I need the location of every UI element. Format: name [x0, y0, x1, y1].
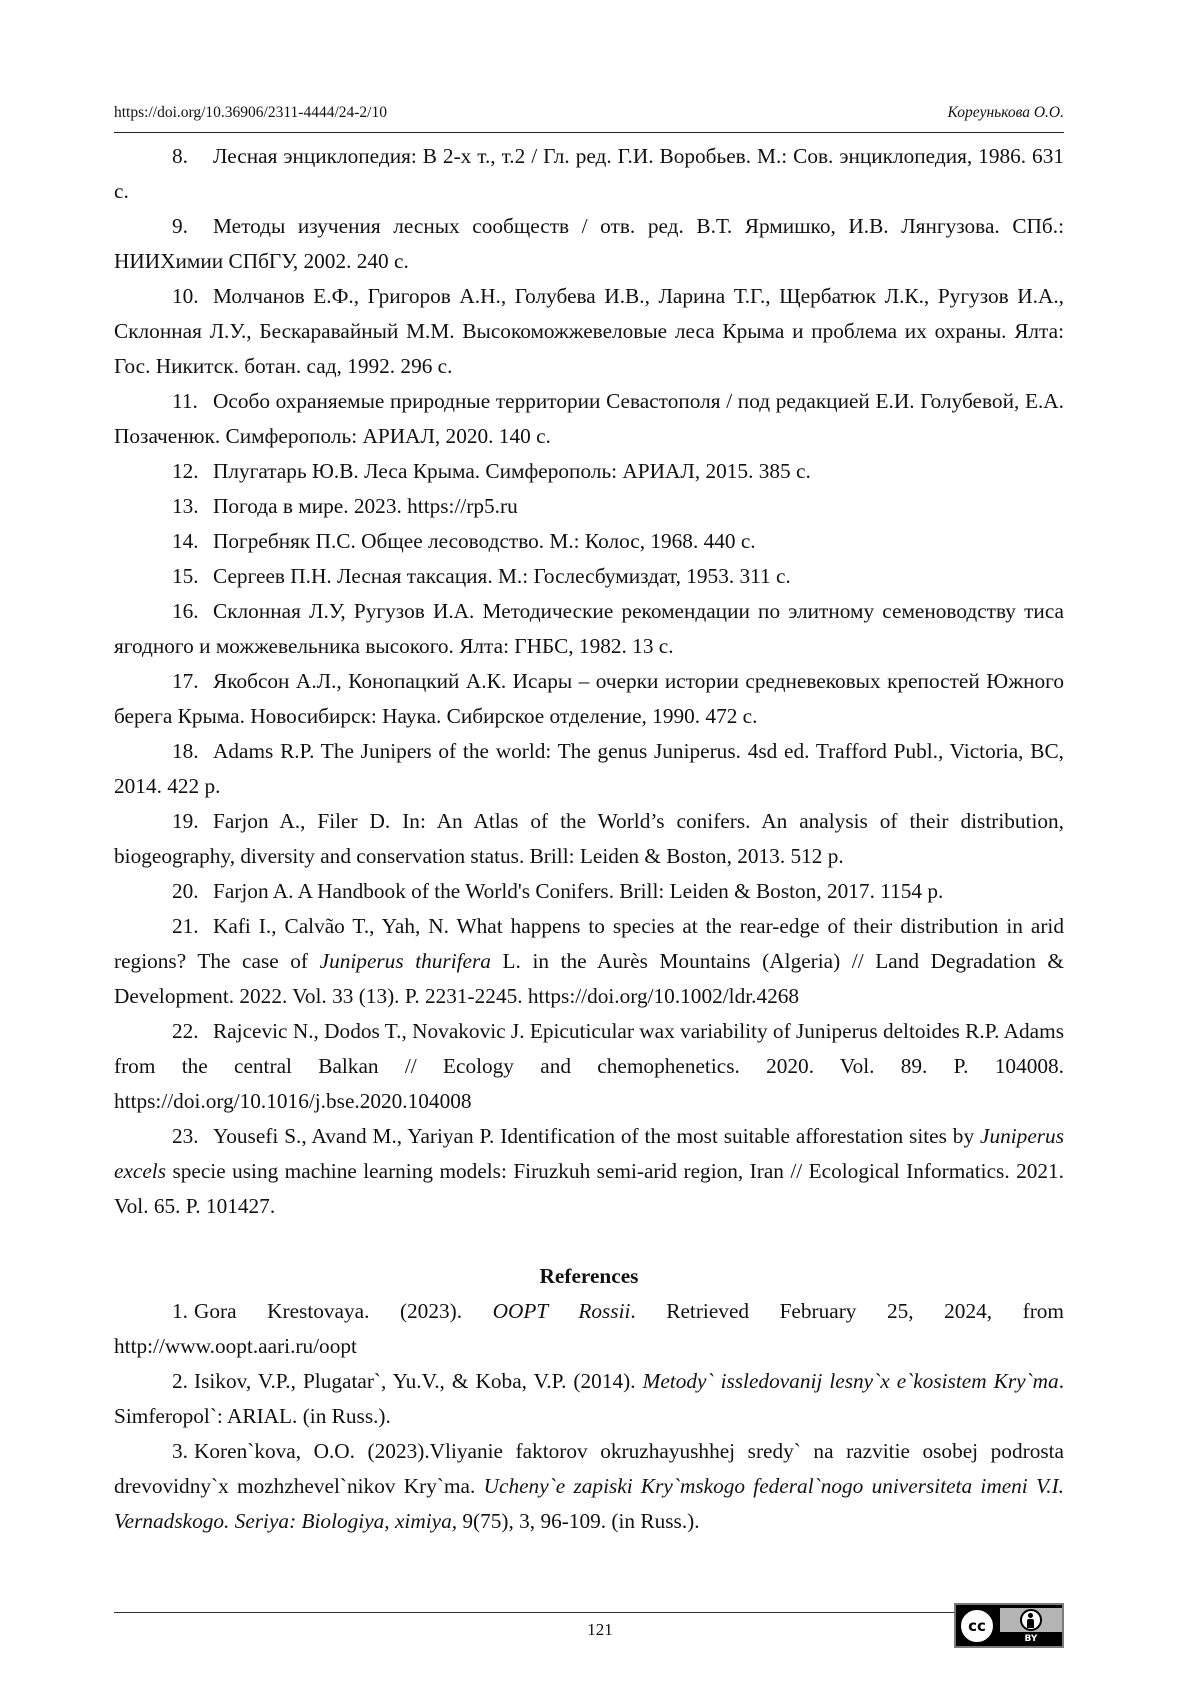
- page-number: 121: [587, 1620, 613, 1639]
- reference-text-post: 9(75), 3, 96-109. (in Russ.).: [457, 1509, 700, 1533]
- reference-text: Склонная Л.У, Ругузов И.А. Методические рекомендации по элитному семеноводству тиса ягодного и можжевельника высокого. Ялта: ГНБС, 1982. 13 с.: [114, 599, 1064, 658]
- references-heading: References: [539, 1264, 639, 1288]
- reference-number: 3.: [172, 1439, 188, 1463]
- reference-title: Metody` issledovanij lesny`x e`kosistem Kry`ma: [642, 1369, 1059, 1393]
- reference-number: 18.: [172, 739, 199, 763]
- reference-title: OOPT Rossii: [492, 1299, 631, 1323]
- reference-item: [114, 874, 1064, 909]
- reference-text: Farjon A., Filer D. In: An Atlas of the World’s conifers. An analysis of their distribution, biogeography, diversity and conservation status. Brill: Leiden & Boston, 2013. 512 p.: [114, 809, 1064, 868]
- reference-text-post: specie using machine learning models: Firuzkuh semi-arid region, Iran // Ecological Informatics. 2021. Vol. 65. P. 101427.: [114, 1159, 1064, 1218]
- page-header: [114, 103, 1064, 123]
- reference-number: 16.: [172, 599, 199, 623]
- reference-number: 8.: [172, 144, 188, 168]
- reference-text: Лесная энциклопедия: В 2-х т., т.2 / Гл. ред. Г.И. Воробьев. М.: Сов. энциклопедия, 1986. 631 с.: [114, 144, 1064, 203]
- reference-number: 2.: [172, 1369, 188, 1393]
- reference-number: 20.: [172, 879, 199, 903]
- header-rule: [114, 132, 1064, 133]
- reference-item: [114, 909, 1064, 1014]
- reference-text-pre: Isikov, V.P., Plugatar`, Yu.V., & Koba, V.P. (2014).: [194, 1369, 643, 1393]
- reference-item: [114, 209, 1064, 279]
- reference-text: Adams R.P. The Junipers of the world: The genus Juniperus. 4sd ed. Trafford Publ., Victoria, BC, 2014. 422 p.: [114, 739, 1064, 798]
- reference-item: [114, 524, 1064, 559]
- reference-item: [114, 489, 1064, 524]
- reference-item: [114, 664, 1064, 734]
- license-label: BY: [1024, 1634, 1038, 1644]
- reference-item: [114, 1364, 1064, 1434]
- reference-number: 23.: [172, 1124, 199, 1148]
- reference-number: 10.: [172, 284, 199, 308]
- reference-list: [114, 139, 1064, 1539]
- attribution-panel: [1000, 1608, 1062, 1632]
- reference-number: 17.: [172, 669, 199, 693]
- reference-text-post: L. in the Aurès Mountains (Algeria) // Land Degradation & Development. 2022. Vol. 33 (13). P. 2231-2245. https://doi.org/10.1002/ldr.4268: [114, 949, 1064, 1008]
- reference-text: Сергеев П.Н. Лесная таксация. М.: Гослесбумиздат, 1953. 311 с.: [213, 564, 791, 588]
- reference-number: 21.: [172, 914, 199, 938]
- cc-by-license-icon[interactable]: [954, 1603, 1064, 1648]
- reference-number: 9.: [172, 214, 188, 238]
- reference-text: Методы изучения лесных сообществ / отв. ред. В.Т. Ярмишко, И.В. Лянгузова. СПб.: НИИХимии СПбГУ, 2002. 240 с.: [114, 214, 1064, 273]
- reference-number: 22.: [172, 1019, 199, 1043]
- reference-number: 19.: [172, 809, 199, 833]
- reference-text-pre: Koren`kova, O.O. (2023).Vliyanie faktorov okruzhayushhej sredy` na razvitie osobej podrosta drevovidny`x mozhzhevel`nikov Kry`ma.: [114, 1439, 1064, 1498]
- reference-text: Молчанов Е.Ф., Григоров А.Н., Голубева И.В., Ларина Т.Г., Щербатюк Л.К., Ругузов И.А., Склонная Л.У., Бескаравайный М.М. Высокоможжевеловые леса Крыма и проблема их охраны. Ялта: Гос. Никитск. ботан. сад, 1992. 296 с.: [114, 284, 1064, 378]
- reference-text: Погода в мире. 2023. https://rp5.ru: [213, 494, 518, 518]
- reference-text: Особо охраняемые природные территории Севастополя / под редакцией Е.И. Голубевой, Е.А. Позаченюк. Симферополь: АРИАЛ, 2020. 140 с.: [114, 389, 1064, 448]
- reference-item: [114, 384, 1064, 454]
- reference-item: [114, 1434, 1064, 1539]
- attribution-person-icon: [1020, 1609, 1042, 1631]
- reference-number: 13.: [172, 494, 199, 518]
- reference-text-pre: Gora Krestovaya. (2023).: [194, 1299, 493, 1323]
- reference-text: Farjon A. A Handbook of the World's Conifers. Brill: Leiden & Boston, 2017. 1154 p.: [213, 879, 944, 903]
- reference-item: [114, 594, 1064, 664]
- reference-number: 12.: [172, 459, 199, 483]
- running-author: Кореунькова О.О.: [947, 104, 1064, 121]
- doi-link[interactable]: https://doi.org/10.36906/2311-4444/24-2/10: [114, 104, 387, 121]
- reference-item: [114, 559, 1064, 594]
- reference-text-pre: Kafi I., Calvão T., Yah, N. What happens to species at the rear-edge of their distribution in arid regions? The case of: [114, 914, 1064, 973]
- reference-item: [114, 454, 1064, 489]
- reference-item: [114, 1119, 1064, 1224]
- footer-rule: [114, 1612, 954, 1613]
- reference-item: [114, 1294, 1064, 1364]
- reference-text: Погребняк П.С. Общее лесоводство. М.: Колос, 1968. 440 с.: [213, 529, 756, 553]
- reference-item: [114, 734, 1064, 804]
- reference-number: 15.: [172, 564, 199, 588]
- reference-number: 11.: [172, 389, 198, 413]
- reference-text: Rajcevic N., Dodos T., Novakovic J. Epicuticular wax variability of Juniperus deltoides R.P. Adams from the central Balkan // Ecology and chemophenetics. 2020. Vol. 89. P. 104008. https://doi.org/10.1016/j.bse.2020.104008: [114, 1019, 1064, 1113]
- reference-text-post: . Simferopol`: ARIAL. (in Russ.).: [114, 1369, 1065, 1428]
- species-name: Juniperus thurifera: [319, 949, 491, 973]
- reference-number: 1.: [172, 1299, 188, 1323]
- reference-item: [114, 139, 1064, 209]
- reference-text-post: . Retrieved February 25, 2024, from http://www.oopt.aari.ru/oopt: [114, 1299, 1064, 1358]
- creative-commons-icon: cc: [958, 1607, 996, 1645]
- reference-text: Якобсон А.Л., Конопацкий А.К. Исары – очерки истории средневековых крепостей Южного берега Крыма. Новосибирск: Наука. Сибирское отделение, 1990. 472 с.: [114, 669, 1064, 728]
- reference-item: [114, 804, 1064, 874]
- reference-item: [114, 279, 1064, 384]
- species-name: Juniperus excels: [114, 1124, 1064, 1183]
- reference-text: Плугатарь Ю.В. Леса Крыма. Симферополь: АРИАЛ, 2015. 385 с.: [213, 459, 811, 483]
- reference-title: Ucheny`e zapiski Kry`mskogo federal`nogo universiteta imeni V.I. Vernadskogo. Seriya: Biologiya, ximiya,: [114, 1474, 1064, 1533]
- reference-item: [114, 1014, 1064, 1119]
- reference-number: 14.: [172, 529, 199, 553]
- reference-text-pre: Yousefi S., Avand M., Yariyan P. Identification of the most suitable afforestation sites by: [213, 1124, 980, 1148]
